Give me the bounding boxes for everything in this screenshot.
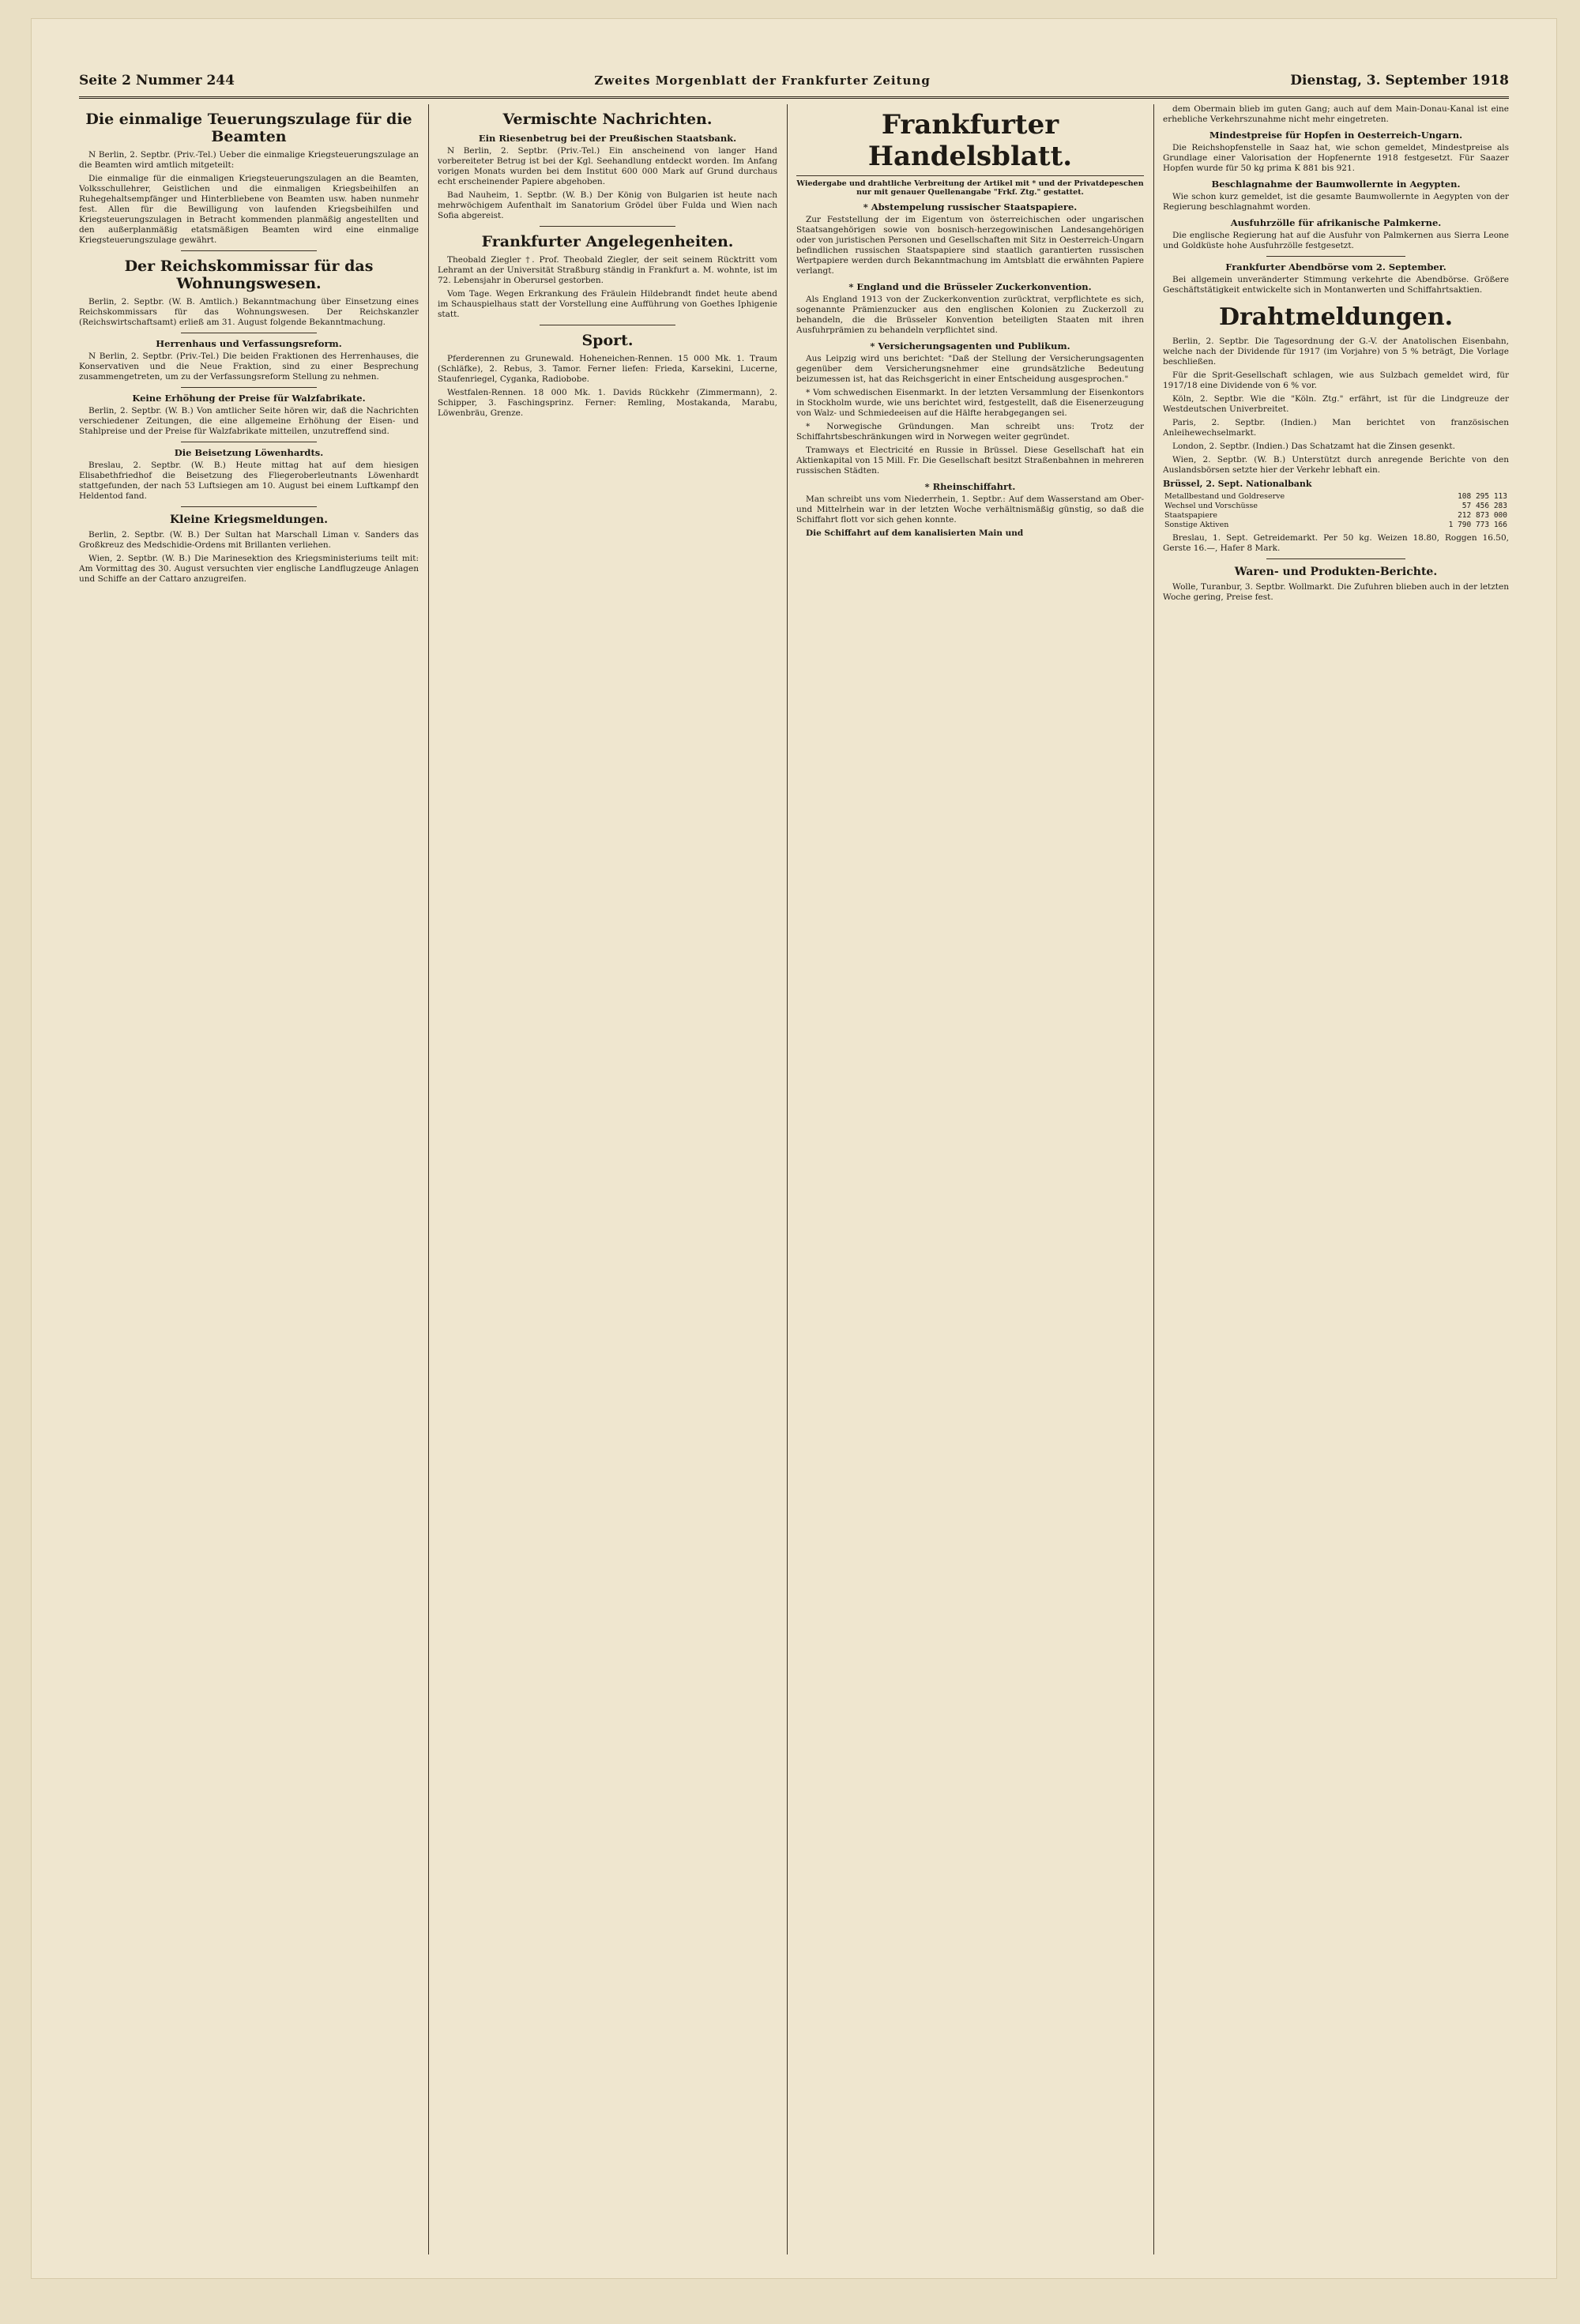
article-text: N Berlin, 2. Septbr. (Priv.-Tel.) Ein anscheinend von langer Hand vorbereiteter Betrug ist bei der Kgl. Seehandlung entdeckt worden. Im Anfang vorigen Monats wurden bei dem Institut 600 000 Mark auf Grund durchaus echt erscheinender Papiere abgehoben. [438, 146, 777, 186]
article-text: Die englische Regierung hat auf die Ausfuhr von Palmkernen aus Sierra Leone und Goldküste hohe Ausfuhrzölle festgesetzt. [1163, 231, 1509, 250]
divider [181, 387, 317, 388]
article-text: dem Obermain blieb im guten Gang; auch auf dem Main-Donau-Kanal ist eine erhebliche Verkehrszunahme nicht mehr eingetreten. [1163, 104, 1509, 124]
newspaper-title: Zweites Morgenblatt der Frankfurter Zeitung [594, 73, 931, 88]
table-cell-value: 212 873 000 [1458, 511, 1507, 520]
article-text: Wien, 2. Septbr. (W. B.) Unterstützt durch anregende Berichte von den Auslandsbörsen setzte hier der Verkehr lebhaft ein. [1163, 455, 1509, 475]
article-text: Breslau, 1. Sept. Getreidemarkt. Per 50 kg. Weizen 18.80, Roggen 16.50, Gerste 16.—, Hafer 8 Mark. [1163, 533, 1509, 553]
page-number: Seite 2 Nummer 244 [79, 73, 235, 88]
article-text: Berlin, 2. Septbr. (W. B. Amtlich.) Bekanntmachung über Einsetzung eines Reichskommissars für das Wohnungswesen. Der Reichskanzler (Reichswirtschaftsamt) erließ am 31. August folgende Bekanntmachung. [79, 297, 419, 327]
bank-table-title: Brüssel, 2. Sept. Nationalbank [1163, 479, 1312, 489]
article-text: Köln, 2. Septbr. Wie die "Köln. Ztg." erfährt, ist für die Lindgreuze der Westdeutschen Univerbreitet. [1163, 394, 1509, 414]
headline-hopfen: Mindestpreise für Hopfen in Oesterreich-Ungarn. [1209, 130, 1463, 141]
divider [1266, 558, 1405, 559]
article-text: Tramways et Electricité en Russie in Brüssel. Diese Gesellschaft hat ein Aktienkapital von 15 Mill. Fr. Die Gesellschaft besitzt Straßenbahnen in mehreren russischen Städten. [796, 446, 1144, 476]
table-row [1163, 521, 1509, 530]
headline-abstempelung: * Abstempelung russischer Staatspapiere. [863, 201, 1078, 212]
article-text: Man schreibt uns vom Niederrhein, 1. Septbr.: Auf dem Wasserstand am Ober- und Mittelrhein war in der letzten Woche verhältnismäßig günstig, so daß die Schiffahrt flott vor sich gehen konnte. [796, 495, 1144, 525]
table-cell-label: Metallbestand und Goldreserve [1164, 492, 1285, 501]
newspaper-page [32, 19, 1556, 2278]
article-text: Vom Tage. Wegen Erkrankung des Fräulein Hildebrandt findet heute abend im Schauspielhaus statt der Vorstellung eine Aufführung von Goethes Iphigenie statt. [438, 289, 777, 319]
subheadline-riesenbetrug: Ein Riesenbetrug bei der Preußischen Staatsbank. [478, 133, 737, 144]
article-text: Als England 1913 von der Zuckerkonvention zurücktrat, verpflichtete es sich, sogenannte Prämienzucker aus den englischen Kolonien zu Zuckerzoll zu behandeln, die die Brüsseler Konvention beteiligten Staaten mit ihren Ausfuhrprämien zu behandeln verpflichtet sind. [796, 295, 1144, 335]
column-rule [428, 104, 429, 2254]
headline-warenberichte: Waren- und Produkten-Berichte. [1234, 566, 1438, 578]
article-text: Theobald Ziegler †. Prof. Theobald Ziegler, der seit seinem Rücktritt vom Lehramt an der Universität Straßburg ständig in Frankfurt a. M. wohnte, ist im 72. Lebensjahr in Oberursel gestorben. [438, 255, 777, 285]
column-3 [796, 104, 1144, 2254]
issue-date: Dienstag, 3. September 1918 [1290, 73, 1509, 88]
article-text: Wien, 2. Septbr. (W. B.) Die Marinesektion des Kriegsministeriums teilt mit: Am Vormittag des 30. August versuchten vier englische Landflugzeuge Anlagen und Schiffe an der Cattaro anzugreifen. [79, 554, 419, 584]
article-text: Westfalen-Rennen. 18 000 Mk. 1. Davids Rückkehr (Zimmermann), 2. Schipper, 3. Faschingsprinz. Ferner: Remling, Mostakanda, Marabu, Löwenbräu, Grenze. [438, 388, 777, 418]
headline-abendboerse: Frankfurter Abendbörse vom 2. September. [1225, 261, 1446, 273]
column-4 [1163, 104, 1509, 2254]
divider [1266, 256, 1405, 257]
column-2 [438, 104, 777, 2254]
table-cell-value: 1 790 773 166 [1448, 521, 1507, 529]
article-text: Berlin, 2. Septbr. Die Tagesordnung der G.-V. der Anatolischen Eisenbahn, welche nach der Dividende für 1917 (im Vorjahre) von 5 % beträgt, Die Vorlage beschließen. [1163, 337, 1509, 367]
article-text: Berlin, 2. Septbr. (W. B.) Von amtlicher Seite hören wir, daß die Nachrichten verschiedener Zeitungen, die eine allgemeine Erhöhung der Eisen- und Stahlpreise und der Preise für Walzfabrikate mitteilen, unzutreffend sind. [79, 406, 419, 436]
divider [181, 506, 317, 507]
article-text: * Norwegische Gründungen. Man schreibt uns: Trotz der Schiffahrtsbeschränkungen wird in Norwegen weiter gegründet. [796, 422, 1144, 442]
article-text: Paris, 2. Septbr. (Indien.) Man berichtet von französischen Anleihewechselmarkt. [1163, 418, 1509, 438]
headline-palmkerne: Ausfuhrzölle für afrikanische Palmkerne. [1230, 217, 1442, 228]
table-cell-value: 57 456 283 [1462, 502, 1507, 510]
column-rule [1153, 104, 1154, 2254]
headline-handelsblatt: Frankfurter Handelsblatt. [796, 109, 1144, 176]
headline-herrenhaus: Herrenhaus und Verfassungsreform. [156, 338, 342, 349]
headline-teuerungszulage: Die einmalige Teuerungszulage für die Beamten [85, 111, 412, 145]
article-text: Breslau, 2. Septbr. (W. B.) Heute mittag hat auf dem hiesigen Elisabethfriedhof die Beisetzung des Fliegeroberleutnants Löwenhardt stattgefunden, der nach 53 Luftsiegen am 10. August bei einem Luftkampf den Heldentod fand. [79, 461, 419, 501]
article-text: * Vom schwedischen Eisenmarkt. In der letzten Versammlung der Eisenkontors in Stockholm wurde, wie uns berichtet wird, festgestellt, daß die Eisenerzeugung von Walz- und Schmiedeeisen auf die Hälfte herabgegangen sei. [796, 388, 1144, 418]
article-text: Bad Nauheim, 1. Septbr. (W. B.) Der König von Bulgarien ist heute nach mehrwöchigem Aufenthalt im Sanatorium Grödel über Fulda und Wien nach Sofia abgereist. [438, 190, 777, 220]
masthead [79, 65, 1509, 99]
headline-baumwollernte: Beschlagnahme der Baumwollernte in Aegypten. [1211, 179, 1461, 190]
article-text: Die einmalige für die einmaligen Kriegsteuerungszulagen an die Beamten, Volksschullehrer, Geistlichen und die einmaligen Kriegsbeihilfen an Ruhegehaltsempfänger und Hinterbliebene von Beamten usw. haben nunmehr fest. Allen für die Bewilligung von laufenden Kriegsbeihilfen und Kriegsteuerungszulagen in Betracht kommenden planmäßig angestellten und den außerplanmäßig etatsmäßigen Beamten wird eine einmalige Kriegsteuerungszulage gewährt. [79, 174, 419, 245]
table-row [1163, 492, 1509, 502]
article-text: Zur Feststellung der im Eigentum von österreichischen oder ungarischen Staatsangehörigen sowie von bosnisch-herzegowinischen Landesangehörigen oder von juristischen Personen und Gesellschaften mit Sitz in Oesterreich-Ungarn befindlichen russischen Staatspapiere sind staatlich garantierten russischen Wertpapiere werden durch Bekanntmachung im Amtsblatt die erwähnten Papiere verlangt. [796, 215, 1144, 276]
headline-walzfabrikate: Keine Erhöhung der Preise für Walzfabrikate. [132, 393, 366, 404]
article-text: N Berlin, 2. Septbr. (Priv.-Tel.) Ueber die einmalige Kriegsteuerungszulage an die Beamten wird amtlich mitgeteilt: [79, 150, 419, 170]
column-1 [79, 104, 419, 2254]
article-text: Bei allgemein unveränderter Stimmung verkehrte die Abendbörse. Größere Geschäftstätigkeit entwickelte sich in Montanwerten und Schiffahrtsaktien. [1163, 275, 1509, 295]
article-text: Aus Leipzig wird uns berichtet: "Daß der Stellung der Versicherungsagenten gegenüber dem Versicherungsnehmer eine grundsätzliche Bedeutung beizumessen ist, hat das Reichsgericht in einer Entscheidung ausgesprochen." [796, 354, 1144, 384]
table-cell-label: Sonstige Aktiven [1164, 521, 1229, 529]
article-text: Wie schon kurz gemeldet, ist die gesamte Baumwollernte in Aegypten von der Regierung beschlagnahmt worden. [1163, 192, 1509, 212]
article-text: Für die Sprit-Gesellschaft schlagen, wie aus Sulzbach gemeldet wird, für 1917/18 eine Dividende von 6 % vor. [1163, 370, 1509, 390]
divider [181, 250, 317, 251]
headline-kriegsmeldungen: Kleine Kriegsmeldungen. [169, 513, 329, 526]
headline-loewenhardt: Die Beisetzung Löwenhardts. [174, 447, 324, 458]
table-cell-label: Staatspapiere [1164, 511, 1217, 520]
table-cell-value: 108 295 113 [1458, 492, 1507, 501]
headline-vermischte: Vermischte Nachrichten. [502, 111, 713, 128]
article-text: Wolle, Turanbur, 3. Septbr. Wollmarkt. Die Zufuhren blieben auch in der letzten Woche gering, Preise fest. [1163, 582, 1509, 602]
column-rule [787, 104, 788, 2254]
article-text: London, 2. Septbr. (Indien.) Das Schatzamt hat die Zinsen gesenkt. [1172, 442, 1455, 451]
headline-sport: Sport. [581, 332, 634, 349]
table-row [1163, 502, 1509, 511]
headline-zuckerkonvention: * England und die Brüsseler Zuckerkonvention. [848, 281, 1092, 292]
bank-balance-table [1163, 492, 1509, 530]
headline-rheinschiffahrt: * Rheinschiffahrt. [924, 481, 1016, 492]
article-text: Berlin, 2. Septbr. (W. B.) Der Sultan hat Marschall Liman v. Sanders das Großkreuz des Medschidie-Ordens mit Brillanten verliehen. [79, 530, 419, 550]
article-text: N Berlin, 2. Septbr. (Priv.-Tel.) Die beiden Fraktionen des Herrenhauses, die Konservativen und die Neue Fraktion, sind zu einer Besprechung zusammengetreten, um zu der Verfassungsreform Stellung zu nehmen. [79, 352, 419, 382]
headline-reichskommissar: Der Reichskommissar für das Wohnungswesen. [124, 258, 374, 292]
headline-drahtmeldungen: Drahtmeldungen. [1218, 303, 1454, 331]
table-cell-label: Wechsel und Vorschüsse [1164, 502, 1258, 510]
headline-frankfurter-angelegenheiten: Frankfurter Angelegenheiten. [481, 233, 734, 250]
article-text: Die Reichshopfenstelle in Saaz hat, wie schon gemeldet, Mindestpreise als Grundlage einer Valorisation der Hopfenernte 1918 festgesetzt. Für Saazer Hopfen wurde für 50 kg prima K 881 bis 921. [1163, 143, 1509, 173]
table-row [1163, 511, 1509, 521]
divider [540, 226, 675, 227]
headline-versicherungsagenten: * Versicherungsagenten und Publikum. [870, 340, 1070, 352]
article-text: Die Schiffahrt auf dem kanalisierten Main und [806, 528, 1024, 538]
article-text: Pferderennen zu Grunewald. Hoheneichen-Rennen. 15 000 Mk. 1. Traum (Schläfke), 2. Rebus, 3. Tamor. Ferner liefen: Frieda, Karsekini, Lucerne, Staufenriegel, Cyganka, Radiobobe. [438, 354, 777, 384]
reprint-notice: Wiedergabe und drahtliche Verbreitung der Artikel mit * und der Privatdepeschen nur mit genauer Quellenangabe "Frkf. Ztg." gestattet. [796, 179, 1144, 197]
